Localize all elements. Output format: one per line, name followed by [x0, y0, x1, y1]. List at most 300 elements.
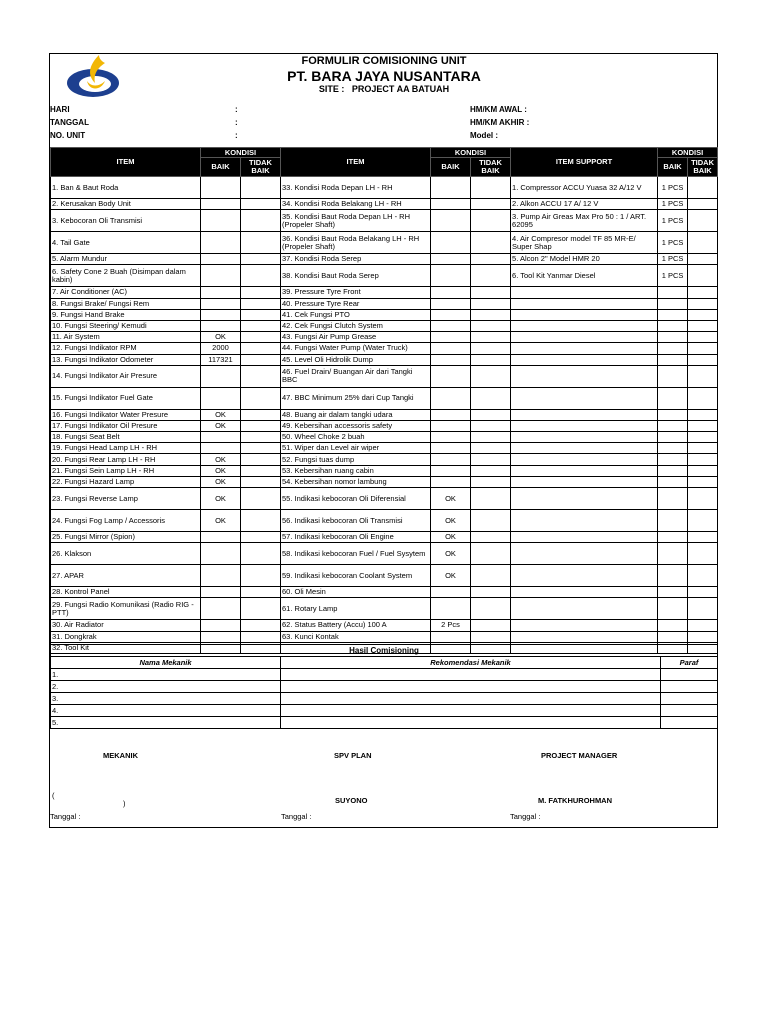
item-b-label: 38. Kondisi Baut Roda Serep: [281, 265, 431, 287]
item-b-tidak-baik[interactable]: [471, 254, 511, 265]
paraf-field[interactable]: [661, 717, 718, 729]
col-tidak-baik-a: TIDAK BAIK: [241, 158, 281, 177]
item-support-baik[interactable]: [658, 354, 688, 365]
item-b-label: 40. Pressure Tyre Rear: [281, 298, 431, 309]
item-a-tidak-baik[interactable]: [241, 598, 281, 620]
item-a-label: 30. Air Radiator: [51, 620, 201, 631]
item-b-label: 45. Level Oli Hidrolik Dump: [281, 354, 431, 365]
item-b-tidak-baik[interactable]: [471, 454, 511, 465]
item-a-baik[interactable]: [201, 320, 241, 331]
item-support-tidak-baik[interactable]: [688, 565, 718, 587]
item-b-tidak-baik[interactable]: [471, 387, 511, 409]
item-support-label: [511, 620, 658, 631]
item-b-tidak-baik[interactable]: [471, 532, 511, 543]
item-support-baik[interactable]: [658, 532, 688, 543]
item-a-baik[interactable]: [201, 543, 241, 565]
hasil-row: [51, 693, 718, 705]
item-support-label: [511, 309, 658, 320]
item-b-baik[interactable]: [431, 631, 471, 642]
item-a-tidak-baik[interactable]: [241, 443, 281, 454]
hasil-row: [51, 681, 718, 693]
col-item-support: ITEM SUPPORT: [511, 148, 658, 177]
item-a-baik[interactable]: [201, 587, 241, 598]
item-support-label: [511, 409, 658, 420]
item-b-baik[interactable]: [431, 177, 471, 199]
hasil-row: [51, 705, 718, 717]
item-b-tidak-baik[interactable]: [471, 465, 511, 476]
item-b-baik[interactable]: [431, 454, 471, 465]
rekomendasi-field[interactable]: [281, 717, 661, 729]
paraf-field[interactable]: [661, 669, 718, 681]
item-a-tidak-baik[interactable]: [241, 177, 281, 199]
item-a-baik[interactable]: [201, 298, 241, 309]
checklist-row: [51, 365, 718, 387]
item-b-label: 47. BBC Minimum 25% dari Cup Tangki: [281, 387, 431, 409]
hasil-row-number: 4.: [51, 705, 281, 717]
item-support-baik[interactable]: [658, 454, 688, 465]
item-support-baik[interactable]: 1 PCS: [658, 210, 688, 232]
item-b-baik[interactable]: OK: [431, 510, 471, 532]
item-b-tidak-baik[interactable]: [471, 177, 511, 199]
item-b-label: 59. Indikasi kebocoran Coolant System: [281, 565, 431, 587]
item-a-tidak-baik[interactable]: [241, 354, 281, 365]
item-support-label: [511, 488, 658, 510]
item-support-baik[interactable]: 1 PCS: [658, 265, 688, 287]
checklist-row: [51, 343, 718, 354]
item-a-tidak-baik[interactable]: [241, 510, 281, 532]
item-support-label: [511, 332, 658, 343]
item-b-baik[interactable]: [431, 443, 471, 454]
item-b-tidak-baik[interactable]: [471, 443, 511, 454]
item-support-baik[interactable]: 1 PCS: [658, 254, 688, 265]
item-b-tidak-baik[interactable]: [471, 343, 511, 354]
item-support-baik[interactable]: 1 PCS: [658, 232, 688, 254]
item-a-baik[interactable]: [201, 443, 241, 454]
item-support-tidak-baik[interactable]: [688, 420, 718, 431]
sig-spv-title: SPV PLAN: [334, 751, 372, 760]
item-a-tidak-baik[interactable]: [241, 287, 281, 298]
item-b-tidak-baik[interactable]: [471, 199, 511, 210]
item-b-tidak-baik[interactable]: [471, 287, 511, 298]
item-support-label: [511, 320, 658, 331]
item-a-label: 27. APAR: [51, 565, 201, 587]
item-a-baik[interactable]: OK: [201, 420, 241, 431]
item-a-tidak-baik[interactable]: [241, 620, 281, 631]
item-support-baik[interactable]: [658, 465, 688, 476]
item-support-baik[interactable]: [658, 432, 688, 443]
item-a-tidak-baik[interactable]: [241, 365, 281, 387]
item-b-label: 57. Indikasi kebocoran Oli Engine: [281, 532, 431, 543]
item-a-label: 13. Fungsi Indikator Odometer: [51, 354, 201, 365]
sig-mekanik-title: MEKANIK: [103, 751, 138, 760]
item-support-tidak-baik[interactable]: [688, 354, 718, 365]
model-label: Model :: [470, 131, 498, 140]
item-a-baik[interactable]: [201, 432, 241, 443]
item-b-tidak-baik[interactable]: [471, 587, 511, 598]
item-support-baik[interactable]: [658, 587, 688, 598]
item-b-baik[interactable]: [431, 587, 471, 598]
item-support-tidak-baik[interactable]: [688, 332, 718, 343]
table-header-row: [51, 148, 718, 158]
item-support-baik[interactable]: [658, 309, 688, 320]
item-b-baik[interactable]: [431, 465, 471, 476]
checklist-row: [51, 631, 718, 642]
item-b-tidak-baik[interactable]: [471, 631, 511, 642]
item-b-baik[interactable]: [431, 343, 471, 354]
item-b-tidak-baik[interactable]: [471, 265, 511, 287]
item-b-baik[interactable]: [431, 476, 471, 487]
item-support-baik[interactable]: [658, 598, 688, 620]
rekomendasi-field[interactable]: [281, 705, 661, 717]
item-a-baik[interactable]: OK: [201, 488, 241, 510]
item-b-tidak-baik[interactable]: [471, 476, 511, 487]
item-b-tidak-baik[interactable]: [471, 620, 511, 631]
item-a-baik[interactable]: [201, 365, 241, 387]
item-a-baik[interactable]: [201, 631, 241, 642]
col-kondisi-c: KONDISI: [658, 148, 718, 158]
rekomendasi-field[interactable]: [281, 693, 661, 705]
item-b-tidak-baik[interactable]: [471, 354, 511, 365]
checklist-row: [51, 320, 718, 331]
hasil-row-number: 1.: [51, 669, 281, 681]
item-support-tidak-baik[interactable]: [688, 620, 718, 631]
item-b-label: 52. Fungsi tuas dump: [281, 454, 431, 465]
item-b-baik[interactable]: [431, 254, 471, 265]
item-support-tidak-baik[interactable]: [688, 387, 718, 409]
item-support-label: 3. Pump Air Greas Max Pro 50 : 1 / ART. 62095: [511, 210, 658, 232]
item-support-label: 5. Alcon 2" Model HMR 20: [511, 254, 658, 265]
item-b-label: 49. Kebersihan accessoris safety: [281, 420, 431, 431]
item-a-label: 5. Alarm Mundur: [51, 254, 201, 265]
rekomendasi-field[interactable]: [281, 681, 661, 693]
item-a-label: 3. Kebocoran Oli Transmisi: [51, 210, 201, 232]
item-b-tidak-baik[interactable]: [471, 488, 511, 510]
item-b-baik[interactable]: [431, 332, 471, 343]
item-support-baik[interactable]: [658, 365, 688, 387]
item-a-baik[interactable]: [201, 210, 241, 232]
item-a-label: 7. Air Conditioner (AC): [51, 287, 201, 298]
item-support-tidak-baik[interactable]: [688, 465, 718, 476]
item-a-tidak-baik[interactable]: [241, 454, 281, 465]
item-support-tidak-baik[interactable]: [688, 199, 718, 210]
item-a-baik[interactable]: [201, 532, 241, 543]
item-support-tidak-baik[interactable]: [688, 587, 718, 598]
item-a-label: 18. Fungsi Seat Belt: [51, 432, 201, 443]
item-a-baik[interactable]: OK: [201, 409, 241, 420]
col-rekomendasi: Rekomendasi Mekanik: [281, 657, 661, 669]
item-a-baik[interactable]: 117321: [201, 354, 241, 365]
rekomendasi-field[interactable]: [281, 669, 661, 681]
checklist-row: [51, 199, 718, 210]
item-b-label: 54. Kebersihan nomor lambung: [281, 476, 431, 487]
item-b-baik[interactable]: OK: [431, 532, 471, 543]
item-support-tidak-baik[interactable]: [688, 365, 718, 387]
checklist-row: [51, 309, 718, 320]
item-a-tidak-baik[interactable]: [241, 587, 281, 598]
item-b-label: 39. Pressure Tyre Front: [281, 287, 431, 298]
item-support-tidak-baik[interactable]: [688, 598, 718, 620]
item-b-tidak-baik[interactable]: [471, 409, 511, 420]
tanggal-colon: :: [235, 118, 238, 127]
item-support-baik[interactable]: [658, 620, 688, 631]
item-a-tidak-baik[interactable]: [241, 254, 281, 265]
item-b-tidak-baik[interactable]: [471, 210, 511, 232]
item-b-baik[interactable]: [431, 354, 471, 365]
item-b-baik[interactable]: OK: [431, 488, 471, 510]
item-b-baik[interactable]: [431, 265, 471, 287]
item-b-tidak-baik[interactable]: [471, 420, 511, 431]
item-b-baik[interactable]: [431, 298, 471, 309]
item-a-tidak-baik[interactable]: [241, 420, 281, 431]
item-a-tidak-baik[interactable]: [241, 199, 281, 210]
checklist-row: [51, 287, 718, 298]
col-tidak-baik-b: TIDAK BAIK: [471, 158, 511, 177]
sig-spv-name: SUYONO: [335, 796, 368, 805]
form-title: FORMULIR COMISIONING UNIT: [301, 55, 467, 67]
hm-akhir-label: HM/KM AKHIR :: [470, 118, 530, 127]
item-support-tidak-baik[interactable]: [688, 532, 718, 543]
item-b-baik[interactable]: [431, 320, 471, 331]
item-support-baik[interactable]: 1 PCS: [658, 177, 688, 199]
item-support-tidak-baik[interactable]: [688, 343, 718, 354]
item-a-tidak-baik[interactable]: [241, 232, 281, 254]
item-a-baik[interactable]: OK: [201, 510, 241, 532]
sig-pm-title: PROJECT MANAGER: [541, 751, 618, 760]
item-a-baik[interactable]: [201, 199, 241, 210]
item-support-tidak-baik[interactable]: [688, 543, 718, 565]
item-a-tidak-baik[interactable]: [241, 465, 281, 476]
item-a-label: 22. Fungsi Hazard Lamp: [51, 476, 201, 487]
item-support-tidak-baik[interactable]: [688, 476, 718, 487]
hasil-row-number: 3.: [51, 693, 281, 705]
item-support-tidak-baik[interactable]: [688, 510, 718, 532]
item-a-baik[interactable]: [201, 309, 241, 320]
item-support-label: [511, 465, 658, 476]
item-b-tidak-baik[interactable]: [471, 598, 511, 620]
hm-awal-label: HM/KM AWAL :: [470, 105, 527, 114]
no-unit-label: NO. UNIT: [50, 131, 86, 140]
item-a-tidak-baik[interactable]: [241, 532, 281, 543]
item-support-baik[interactable]: [658, 298, 688, 309]
item-a-tidak-baik[interactable]: [241, 320, 281, 331]
item-a-tidak-baik[interactable]: [241, 332, 281, 343]
item-support-tidak-baik[interactable]: [688, 210, 718, 232]
checklist-row: [51, 465, 718, 476]
item-a-label: 14. Fungsi Indikator Air Presure: [51, 365, 201, 387]
item-a-tidak-baik[interactable]: [241, 309, 281, 320]
item-a-baik[interactable]: OK: [201, 332, 241, 343]
paraf-field[interactable]: [661, 705, 718, 717]
item-b-baik[interactable]: [431, 199, 471, 210]
item-support-baik[interactable]: [658, 565, 688, 587]
item-b-baik[interactable]: [431, 365, 471, 387]
hasil-row: [51, 669, 718, 681]
checklist-row: [51, 587, 718, 598]
item-b-label: 63. Kunci Kontak: [281, 631, 431, 642]
item-support-tidak-baik[interactable]: [688, 254, 718, 265]
item-support-label: [511, 354, 658, 365]
item-a-tidak-baik[interactable]: [241, 543, 281, 565]
item-b-label: 58. Indikasi kebocoran Fuel / Fuel Sysytem: [281, 543, 431, 565]
item-support-label: [511, 598, 658, 620]
item-support-label: [511, 510, 658, 532]
item-a-label: 1. Ban & Baut Roda: [51, 177, 201, 199]
item-support-tidak-baik[interactable]: [688, 454, 718, 465]
item-a-baik[interactable]: [201, 254, 241, 265]
item-support-baik[interactable]: [658, 387, 688, 409]
item-a-tidak-baik[interactable]: [241, 432, 281, 443]
item-a-label: 21. Fungsi Sein Lamp LH - RH: [51, 465, 201, 476]
item-support-baik[interactable]: 1 PCS: [658, 199, 688, 210]
item-support-baik[interactable]: [658, 332, 688, 343]
item-a-baik[interactable]: 2000: [201, 343, 241, 354]
checklist-row: [51, 454, 718, 465]
col-paraf: Paraf: [661, 657, 718, 669]
item-b-label: 43. Fungsi Air Pump Grease: [281, 332, 431, 343]
item-b-baik[interactable]: [431, 232, 471, 254]
item-support-baik[interactable]: [658, 409, 688, 420]
item-a-baik[interactable]: OK: [201, 454, 241, 465]
item-a-tidak-baik[interactable]: [241, 631, 281, 642]
item-support-tidak-baik[interactable]: [688, 232, 718, 254]
item-support-tidak-baik[interactable]: [688, 298, 718, 309]
item-a-baik[interactable]: [201, 265, 241, 287]
item-b-tidak-baik[interactable]: [471, 232, 511, 254]
item-b-baik[interactable]: OK: [431, 565, 471, 587]
item-support-tidak-baik[interactable]: [688, 177, 718, 199]
item-a-baik[interactable]: [201, 598, 241, 620]
item-a-baik[interactable]: OK: [201, 476, 241, 487]
checklist-row: [51, 476, 718, 487]
item-a-tidak-baik[interactable]: [241, 565, 281, 587]
item-support-baik[interactable]: [658, 443, 688, 454]
item-b-baik[interactable]: 2 Pcs: [431, 620, 471, 631]
item-support-tidak-baik[interactable]: [688, 409, 718, 420]
item-a-tidak-baik[interactable]: [241, 488, 281, 510]
no-unit-colon: :: [235, 131, 238, 140]
item-a-tidak-baik[interactable]: [241, 210, 281, 232]
item-a-label: 10. Fungsi Steering/ Kemudi: [51, 320, 201, 331]
paraf-field[interactable]: [661, 681, 718, 693]
col-nama-mekanik: Nama Mekanik: [51, 657, 281, 669]
item-b-tidak-baik[interactable]: [471, 432, 511, 443]
item-support-tidak-baik[interactable]: [688, 265, 718, 287]
hasil-row: [51, 717, 718, 729]
item-support-label: [511, 287, 658, 298]
item-a-baik[interactable]: [201, 387, 241, 409]
item-b-label: 35. Kondisi Baut Roda Depan LH - RH (Propeler Shaft): [281, 210, 431, 232]
item-b-tidak-baik[interactable]: [471, 320, 511, 331]
item-b-tidak-baik[interactable]: [471, 332, 511, 343]
item-b-tidak-baik[interactable]: [471, 309, 511, 320]
item-a-tidak-baik[interactable]: [241, 476, 281, 487]
item-support-label: [511, 420, 658, 431]
item-b-tidak-baik[interactable]: [471, 510, 511, 532]
item-support-label: [511, 532, 658, 543]
item-a-baik[interactable]: [201, 620, 241, 631]
checklist-row: [51, 298, 718, 309]
item-support-baik[interactable]: [658, 420, 688, 431]
item-b-baik[interactable]: [431, 387, 471, 409]
checklist-row: [51, 443, 718, 454]
item-a-label: 32. Tool Kit: [51, 642, 201, 653]
item-a-tidak-baik[interactable]: [241, 265, 281, 287]
item-support-baik[interactable]: [658, 320, 688, 331]
item-b-baik[interactable]: [431, 432, 471, 443]
item-support-label: [511, 631, 658, 642]
item-support-tidak-baik[interactable]: [688, 287, 718, 298]
checklist-row: [51, 232, 718, 254]
item-b-baik[interactable]: [431, 409, 471, 420]
item-support-baik[interactable]: [658, 287, 688, 298]
item-support-label: [511, 387, 658, 409]
col-item-b: ITEM: [281, 148, 431, 177]
item-a-baik[interactable]: OK: [201, 465, 241, 476]
item-b-tidak-baik[interactable]: [471, 365, 511, 387]
item-a-label: 15. Fungsi Indikator Fuel Gate: [51, 387, 201, 409]
item-a-label: 4. Tail Gate: [51, 232, 201, 254]
item-support-baik[interactable]: [658, 543, 688, 565]
item-support-tidak-baik[interactable]: [688, 488, 718, 510]
item-support-tidak-baik[interactable]: [688, 443, 718, 454]
item-b-baik[interactable]: [431, 210, 471, 232]
item-a-tidak-baik[interactable]: [241, 409, 281, 420]
sig-mekanik-open-paren: (: [52, 791, 55, 800]
item-support-label: 4. Air Compresor model TF 85 MR-E/ Super Shap: [511, 232, 658, 254]
item-a-tidak-baik[interactable]: [241, 343, 281, 354]
item-b-label: 56. Indikasi kebocoran Oli Transmisi: [281, 510, 431, 532]
paraf-field[interactable]: [661, 693, 718, 705]
item-b-tidak-baik[interactable]: [471, 543, 511, 565]
item-b-baik[interactable]: [431, 287, 471, 298]
item-support-tidak-baik[interactable]: [688, 320, 718, 331]
item-a-label: 16. Fungsi Indikator Water Presure: [51, 409, 201, 420]
item-b-label: 51. Wiper dan Level air wiper: [281, 443, 431, 454]
col-baik-b: BAIK: [431, 158, 471, 177]
item-support-label: [511, 343, 658, 354]
item-a-baik[interactable]: [201, 177, 241, 199]
item-a-tidak-baik[interactable]: [241, 387, 281, 409]
item-support-baik[interactable]: [658, 343, 688, 354]
item-support-baik[interactable]: [658, 510, 688, 532]
item-support-tidak-baik[interactable]: [688, 432, 718, 443]
item-b-label: 62. Status Battery (Accu) 100 A: [281, 620, 431, 631]
item-support-tidak-baik[interactable]: [688, 309, 718, 320]
item-b-label: 46. Fuel Drain/ Buangan Air dari Tangki BBC: [281, 365, 431, 387]
item-b-tidak-baik[interactable]: [471, 565, 511, 587]
checklist-row: [51, 488, 718, 510]
item-support-baik[interactable]: [658, 488, 688, 510]
item-b-baik[interactable]: [431, 309, 471, 320]
item-b-baik[interactable]: [431, 598, 471, 620]
item-b-tidak-baik[interactable]: [471, 298, 511, 309]
item-a-label: 23. Fungsi Reverse Lamp: [51, 488, 201, 510]
item-b-label: 34. Kondisi Roda Belakang LH - RH: [281, 199, 431, 210]
item-support-tidak-baik[interactable]: [688, 631, 718, 642]
item-support-baik[interactable]: [658, 631, 688, 642]
item-a-label: 19. Fungsi Head Lamp LH - RH: [51, 443, 201, 454]
item-support-baik[interactable]: [658, 476, 688, 487]
item-a-label: 17. Fungsi Indikator Oil Presure: [51, 420, 201, 431]
item-a-label: 6. Safety Cone 2 Buah (Disimpan dalam kabin): [51, 265, 201, 287]
checklist-row: [51, 254, 718, 265]
item-a-baik[interactable]: [201, 232, 241, 254]
item-b-baik[interactable]: [431, 420, 471, 431]
item-a-baik[interactable]: [201, 565, 241, 587]
item-a-tidak-baik[interactable]: [241, 298, 281, 309]
item-b-baik[interactable]: OK: [431, 543, 471, 565]
item-a-baik[interactable]: [201, 287, 241, 298]
